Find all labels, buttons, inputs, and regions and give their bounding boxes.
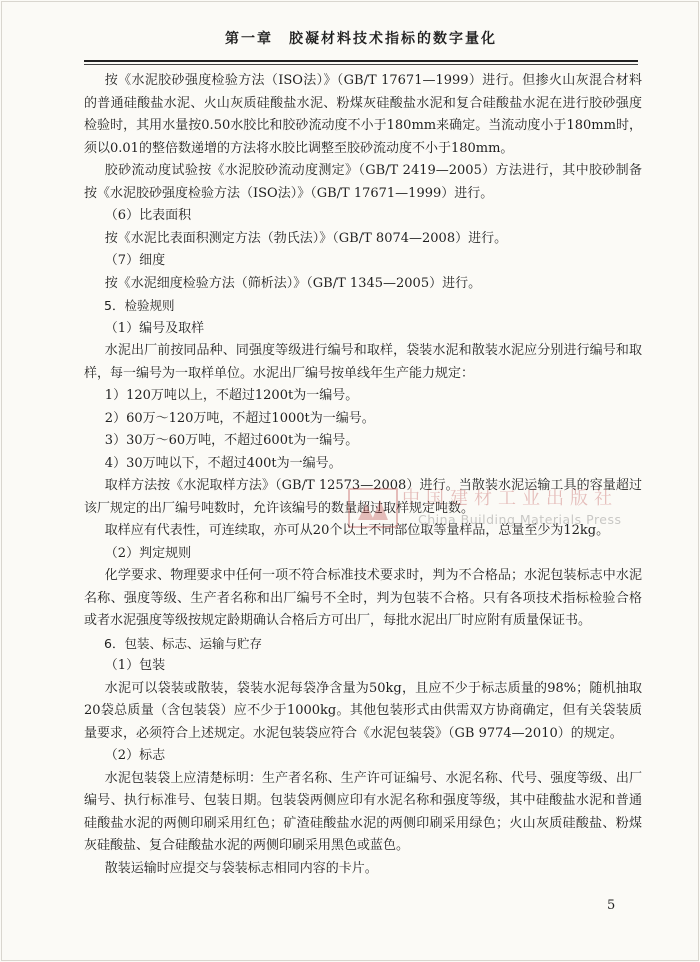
- list-item: 2）60万～120万吨，不超过1000t为一编号。: [104, 410, 375, 426]
- paragraph: 按《水泥比表面积测定方法（勃氏法）》（GB/T 8074—2008）进行。: [104, 230, 508, 246]
- subheading: （1）包装: [104, 658, 166, 673]
- publisher-watermark: [348, 482, 638, 542]
- paragraph: 取样应有代表性，可连续取，亦可从20个以上不同部位取等量样品，总量至少为12kg。: [104, 523, 610, 538]
- watermark-english: China Building Materials Press: [418, 512, 622, 527]
- subheading: （1）编号及取样: [104, 320, 205, 336]
- running-header: 第一章 胶凝材料技术指标的数字量化: [225, 31, 497, 47]
- header-rule-thin: [84, 64, 638, 65]
- paragraph: 水泥可以袋装或散装，袋装水泥每袋净含量为50kg，且应不少于标志质量的98%；随机抽取20袋总质量（含包装袋）应不少于1000kg。其他包装形式由供需双方协商确定，但有关袋装质量要求，必须符合上述规定。水泥包装袋应符合《水泥包装袋》（GB 9774—2010）的规定。: [84, 680, 642, 741]
- list-item: 1）120万吨以上，不超过1200t为一编号。: [104, 388, 359, 403]
- page-body: [84, 70, 642, 880]
- list-item: 3）30万～60万吨，不超过600t为一编号。: [104, 433, 359, 448]
- list-item: 4）30万吨以下，不超过400t为一编号。: [104, 455, 342, 471]
- paragraph: 水泥出厂前按同品种、同强度等级进行编号和取样，袋装水泥和散装水泥应分别进行编号和取样，每一编号为一取样单位。水泥出厂编号按单线年生产能力规定：: [84, 343, 642, 381]
- header-rule: [84, 60, 638, 62]
- paragraph: 胶砂流动度试验按《水泥胶砂流动度测定》（GB/T 2419—2005）方法进行，其中胶砂制备按《水泥胶砂强度检验方法（ISO法）》（GB/T 17671—1999）进行。: [84, 163, 642, 201]
- subheading: （2）判定规则: [104, 545, 192, 561]
- paragraph: 取样方法按《水泥取样方法》（GB/T 12573—2008）进行。当散装水泥运输工具的容量超过该厂规定的出厂编号吨数时，允许该编号的数量超过取样规定吨数。: [84, 478, 642, 516]
- paragraph: 水泥包装袋上应清楚标明：生产者名称、生产许可证编号、水泥名称、代号、强度等级、出厂编号、执行标准号、包装日期。包装袋两侧应印有水泥名称和强度等级，其中硅酸盐水泥和普通硅酸盐水泥的两侧印刷采用红色；矿渣硅酸盐水泥的两侧印刷采用绿色；火山灰质硅酸盐、粉煤灰硅酸盐、复合硅酸盐水泥的两侧印刷采用黑色或蓝色。: [84, 770, 642, 853]
- paragraph: 化学要求、物理要求中任何一项不符合标准技术要求时，判为不合格品；水泥包装标志中水泥名称、强度等级、生产者名称和出厂编号不全时，判为包装不合格。只有各项技术指标检验合格或者水泥强度等级按规定龄期确认合格后方可出厂，每批水泥出厂时应附有质量保证书。: [84, 568, 642, 628]
- subheading: （6）比表面积: [104, 208, 192, 223]
- section-heading: 6．包装、标志、运输与贮存: [104, 635, 262, 651]
- paragraph: 按《水泥细度检验方法（筛析法）》（GB/T 1345—2005）进行。: [104, 275, 482, 291]
- paragraph: 按《水泥胶砂强度检验方法（ISO法）》（GB/T 17671—1999）进行。但掺火山灰混合材料的普通硅酸盐水泥、火山灰质硅酸盐水泥、粉煤灰硅酸盐水泥和复合硅酸盐水泥在进行胶砂强度检验时，其用水量按0.50水胶比和胶砂流动度不小于180mm来确定。当流动度小于180mm时，须以0.01的整倍数递增的方法将水胶比调整至胶砂流动度不小于180mm。: [84, 73, 642, 156]
- subheading: （7）细度: [104, 253, 166, 268]
- paragraph: 散装运输时应提交与袋装标志相同内容的卡片。: [104, 860, 378, 876]
- section-heading: 5．检验规则: [104, 298, 175, 313]
- publisher-logo-icon: [348, 488, 398, 528]
- subheading: （2）标志: [104, 748, 166, 763]
- page-number: 5: [607, 898, 616, 913]
- watermark-chinese: 中国建材工业出版社: [402, 488, 618, 509]
